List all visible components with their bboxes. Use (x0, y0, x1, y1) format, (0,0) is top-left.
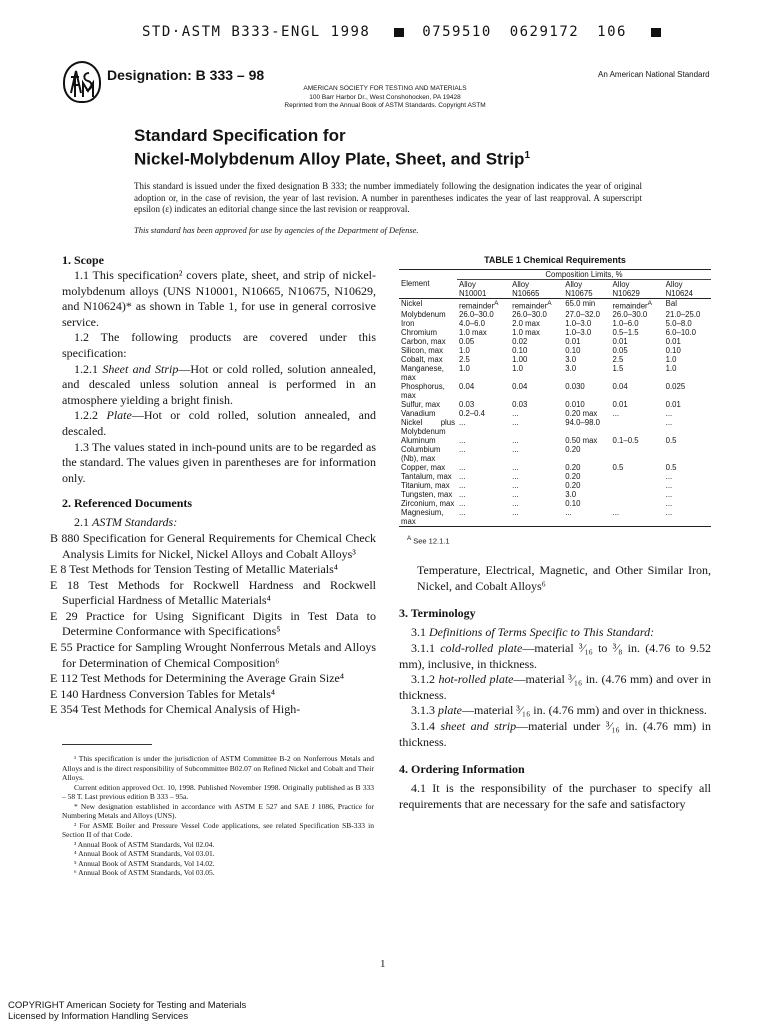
value-cell: remainder$^A$ (512, 299, 552, 311)
value-cell: ... (512, 490, 519, 500)
value-cell: 1.00 (512, 355, 528, 365)
title-footnote-mark: 1 (524, 150, 531, 161)
value-cell: 0.01 (612, 400, 628, 410)
value-cell: ... (665, 490, 673, 500)
uns-header-cell: N10629 (612, 288, 640, 298)
value-cell: 0.10 (565, 499, 581, 509)
reference-item: E 29 Practice for Using Significant Digits in Test Data to Determine Conformance with Specifications⁵ (50, 608, 376, 639)
para-label: 3.1 (411, 625, 429, 640)
value-cell: 0.5 (665, 436, 677, 446)
para-term: Plate (106, 408, 132, 423)
para-text: —material ³⁄₁₆ in. (4.76 mm) and over in thickness. (399, 672, 711, 702)
para-label: 3.1.2 (411, 672, 439, 687)
value-cell: ... (459, 481, 466, 491)
reference-item: E 140 Hardness Conversion Tables for Metals⁴ (50, 686, 276, 701)
value-cell: 65.0 min (565, 298, 596, 308)
table-row (399, 418, 711, 436)
paragraph-3-1-1 (399, 641, 711, 672)
value-cell: 94.0–98.0 (565, 418, 600, 428)
value-cell: 26.0–30.0 (612, 310, 648, 320)
value-cell: ... (512, 409, 519, 419)
chemical-requirements-table (399, 269, 711, 528)
table-row (399, 337, 711, 346)
element-cell: Tantalum, max (401, 472, 452, 482)
value-cell: 1.5 (612, 364, 624, 374)
value-cell: 0.50 max (565, 436, 598, 446)
element-cell: Copper, max (401, 463, 446, 473)
value-cell: 0.05 (459, 337, 475, 347)
value-cell (611, 472, 664, 481)
value-cell: 1.0 (459, 346, 470, 356)
value-cell: ... (612, 508, 620, 518)
value-cell: ... (459, 508, 466, 518)
element-cell: Chromium (401, 328, 437, 338)
alloy-header-cell: Alloy (565, 279, 583, 289)
value-cell: ... (665, 409, 673, 419)
paragraph-3-1-3 (399, 703, 711, 719)
barcode-block (651, 28, 661, 37)
para-label: 2.1 (74, 515, 92, 530)
group-header: Composition Limits, % (545, 269, 623, 279)
footnote: ⁶ Annual Book of ASTM Standards, Vol 03.05. (74, 868, 215, 877)
paragraph-1-1: 1.1 This specification² covers plate, sheet, and strip of nickel-molybdenum alloys (UNS N10001, N10665, N10675, N10629, and N10624)* as shown in Table 1, for use in general corrosive service. (62, 268, 376, 329)
element-cell: Columbium (Nb), max (401, 445, 441, 464)
para-text: —Hot or cold rolled, solution annealed, and descaled. (62, 408, 376, 438)
reference-item: E 112 Test Methods for Determining the Average Grain Size⁴ (50, 671, 345, 686)
element-cell: Iron (401, 319, 415, 329)
value-cell: 3.0 (565, 364, 577, 374)
value-cell: 1.0 (512, 364, 523, 374)
reference-item: E 55 Practice for Sampling Wrought Nonferrous Metals and Alloys for Determination of Chemical Composition⁶ (50, 640, 376, 670)
footnote-mark: A (407, 535, 412, 543)
page-number: 1 (380, 958, 386, 970)
element-cell: Nickel (401, 298, 423, 308)
element-cell: Carbon, max (401, 337, 446, 347)
astm-logo (63, 61, 101, 103)
element-cell: Sulfur, max (401, 400, 440, 410)
footnote: ² For ASME Boiler and Pressure Vessel Code applications, see related Specification SB-333 in Section II of that Code. (62, 820, 374, 839)
table-note-text: See 12.1.1 (411, 536, 450, 546)
footnote: Current edition approved Oct. 10, 1998. Published November 1998. Originally published as B 333 – 58 T. Last previous edition B 333 – 95a. (62, 782, 374, 801)
value-cell: 1.0 max (512, 328, 540, 338)
society-address (250, 85, 520, 111)
alloy-header-cell: Alloy (459, 279, 476, 289)
paragraph-1-2-2 (62, 408, 376, 439)
table-row (399, 499, 711, 508)
value-cell: 21.0–25.0 (665, 310, 701, 320)
table-row (399, 364, 711, 382)
footnote-mark: A (647, 299, 652, 307)
table-row (399, 355, 711, 364)
value-cell: 0.01 (665, 337, 681, 347)
value-cell: 1.0–3.0 (565, 328, 592, 338)
para-text: —material under ³⁄₁₆ in. (4.76 mm) in thickness. (399, 719, 711, 749)
para-label: 3.1.3 (411, 703, 438, 718)
element-header: Element (401, 279, 430, 289)
value-cell: 0.10 (565, 346, 581, 356)
value-cell: ... (459, 436, 466, 446)
dod-approval-note: This standard has been approved for use by agencies of the Department of Defense. (134, 225, 419, 235)
section-heading-references: 2. Referenced Documents (62, 496, 193, 511)
table-row (399, 319, 711, 328)
title-line-1: Standard Specification for (134, 126, 346, 145)
footnote: ⁴ Annual Book of ASTM Standards, Vol 03.01. (74, 849, 215, 858)
value-cell: ... (459, 445, 466, 455)
value-cell: 2.0 max (512, 319, 540, 329)
value-cell: 0.04 (612, 382, 628, 392)
table-row (399, 445, 711, 463)
paragraph-3-1-4 (399, 719, 711, 750)
value-cell: 0.10 (512, 346, 528, 356)
barcode-block (394, 28, 404, 37)
paragraph-3-1 (399, 625, 711, 641)
reference-item: E 8 Test Methods for Tension Testing of Metallic Materials⁴ (50, 562, 338, 577)
element-cell: Manganese, max (401, 364, 444, 383)
copyright-line: COPYRIGHT American Society for Testing and Materials (8, 1000, 247, 1011)
value-cell: 0.5–1.5 (612, 328, 639, 338)
value-cell: ... (665, 418, 673, 428)
footnotes (62, 754, 374, 878)
table-row (399, 508, 711, 527)
value-cell: ... (459, 490, 466, 500)
copyright-notice (8, 1000, 246, 1022)
value-cell: 0.03 (512, 400, 528, 410)
reference-continuation: Temperature, Electrical, Magnetic, and Other Similar Iron, Nickel, and Cobalt Alloys⁶ (417, 563, 711, 593)
national-standard-label: An American National Standard (598, 70, 710, 79)
footnote: * New designation established in accordance with ASTM E 527 and SAE J 1086, Practice for Numbering Metals and Alloys (UNS). (62, 801, 374, 820)
value-cell: 0.1–0.5 (612, 436, 639, 446)
copyright-line: Licensed by Information Handling Services (8, 1011, 189, 1022)
value-cell: ... (512, 472, 519, 482)
section-heading-scope: 1. Scope (62, 253, 104, 267)
uns-header-cell: N10001 (459, 288, 487, 298)
astm-logo-icon (65, 63, 99, 101)
table-row (399, 310, 711, 319)
alloy-header-cell: Alloy (665, 279, 683, 289)
value-cell (611, 490, 664, 499)
footnote: ¹ This specification is under the jurisdiction of ASTM Committee B-2 on Nonferrous Metals and Alloys and is the direct responsibility of Subcommittee B02.07 on Refined Nickel and Cobalt and Their Alloys. (62, 754, 374, 782)
value-cell: remainder$^A$ (459, 299, 499, 311)
para-term: Definitions of Terms Specific to This Standard: (429, 625, 655, 640)
value-cell: 0.01 (612, 337, 628, 347)
value-cell: 0.5 (665, 463, 677, 473)
intro-paragraph: This standard is issued under the fixed designation B 333; the number immediately following the designation indicates the year of original adoption or, in the case of revision, the year of last revision. A number in parentheses indicates the year of last reapproval. A superscript epsilon (ε) indicates an editorial change since the last revision or reapproval. (134, 181, 642, 214)
para-text: —Hot or cold rolled, solution annealed, and descaled unless solution anneal is performed in an atmosphere yielding a bright finish. (62, 361, 376, 407)
table-row (399, 346, 711, 355)
para-label: 1.2.1 (74, 361, 103, 376)
value-cell: ... (512, 445, 519, 455)
paragraph-3-1-2 (399, 672, 711, 703)
value-cell: ... (512, 481, 519, 491)
paragraph-1-2: 1.2 The following products are covered under this specification: (62, 330, 376, 360)
value-cell: 0.03 (459, 400, 475, 410)
barcode-number: 0759510 (422, 24, 492, 40)
value-cell: 0.010 (565, 400, 585, 410)
uns-header-cell: N10675 (565, 288, 593, 298)
value-cell: 1.0–6.0 (612, 319, 639, 329)
value-cell: ... (459, 472, 466, 482)
para-label: 1.2.2 (74, 408, 107, 423)
society-line: Reprinted from the Annual Book of ASTM Standards. Copyright ASTM (284, 102, 486, 109)
value-cell: 1.0 (665, 355, 677, 365)
value-cell: 0.20 (565, 445, 581, 455)
value-cell: 0.20 (565, 463, 581, 473)
value-cell (611, 499, 664, 508)
element-cell: Aluminum (401, 436, 436, 446)
value-cell: ... (512, 436, 519, 446)
para-term: cold-rolled plate (440, 641, 523, 656)
para-label: 3.1.1 (411, 641, 441, 656)
value-cell: 26.0–30.0 (512, 310, 547, 320)
value-cell: 27.0–32.0 (565, 310, 600, 320)
para-term: plate (438, 703, 462, 718)
footnote-mark: A (547, 299, 552, 307)
value-cell: Bal (665, 298, 677, 308)
table-row (399, 382, 711, 400)
value-cell: 5.0–8.0 (665, 319, 692, 329)
table-row (399, 409, 711, 418)
value-cell: 0.030 (565, 382, 585, 392)
element-cell: Molybdenum (401, 310, 446, 320)
footnote-mark: A (494, 299, 499, 307)
value-cell: 1.0 max (459, 328, 487, 338)
para-term: hot-rolled plate (438, 672, 514, 687)
element-cell: Silicon, max (401, 346, 444, 356)
barcode-number: 106 (597, 24, 627, 40)
value-cell: 0.05 (612, 346, 628, 356)
value-cell (611, 481, 664, 490)
value-cell: ... (612, 409, 620, 419)
value-cell: 3.0 (565, 355, 577, 365)
para-term: Sheet and Strip (102, 361, 179, 376)
value-cell: ... (665, 499, 673, 509)
table-row (399, 481, 711, 490)
value-cell: 0.01 (665, 400, 681, 410)
table-row (399, 472, 711, 481)
element-cell: Tungsten, max (401, 490, 453, 500)
value-cell: 0.20 max (565, 409, 598, 419)
value-cell: 0.2–0.4 (459, 409, 486, 419)
value-cell: 0.5 (612, 463, 624, 473)
paragraph-1-2-1 (62, 362, 376, 409)
element-cell: Nickel plus Molybdenum (401, 418, 455, 437)
value-cell: ... (512, 463, 519, 473)
table-row (399, 328, 711, 337)
table-row (399, 490, 711, 499)
value-cell: 0.025 (665, 382, 686, 392)
value-cell: ... (665, 481, 673, 491)
value-cell: ... (665, 508, 673, 518)
value-cell: 2.5 (459, 355, 470, 365)
right-column (399, 253, 711, 812)
footnote-divider (62, 744, 152, 745)
value-cell: 3.0 (565, 490, 577, 500)
value-cell: ... (565, 508, 572, 518)
value-cell: ... (459, 418, 466, 428)
alloy-header-cell: Alloy (512, 279, 530, 289)
value-cell: 6.0–10.0 (665, 328, 697, 338)
value-cell: 4.0–6.0 (459, 319, 486, 329)
value-cell: remainder$^A$ (612, 299, 652, 311)
table-row (399, 298, 711, 310)
element-cell: Cobalt, max (401, 355, 443, 365)
value-cell: 1.0 (665, 364, 677, 374)
document-title (134, 126, 530, 170)
para-term: sheet and strip (440, 719, 517, 734)
value-cell: ... (512, 418, 519, 428)
value-cell: ... (512, 499, 519, 509)
footnote: ⁵ Annual Book of ASTM Standards, Vol 14.02. (74, 858, 215, 868)
value-cell (611, 445, 664, 463)
footnote: ³ Annual Book of ASTM Standards, Vol 02.04. (74, 839, 215, 849)
para-term: ASTM Standards: (92, 515, 178, 530)
value-cell: 2.5 (612, 355, 624, 365)
element-cell: Magnesium, max (401, 508, 444, 527)
table-title: TABLE 1 Chemical Requirements (484, 255, 626, 265)
element-cell: Zirconium, max (401, 499, 455, 509)
designation: Designation: B 333 – 98 (107, 67, 265, 83)
table-row (399, 400, 711, 409)
value-cell: 26.0–30.0 (459, 310, 494, 320)
section-heading-ordering: 4. Ordering Information (399, 762, 525, 777)
document-code-line (142, 24, 669, 40)
para-text: —material ³⁄₁₆ in. (4.76 mm) and over in thickness. (462, 703, 707, 718)
left-column (50, 253, 376, 718)
para-label: 3.1.4 (411, 719, 441, 734)
value-cell: ... (665, 472, 673, 482)
value-cell: 0.10 (665, 346, 681, 356)
title-line-2 (134, 146, 530, 170)
uns-header-cell: N10624 (665, 288, 693, 298)
value-cell: 0.04 (459, 382, 475, 392)
paragraph-4-1: 4.1 It is the responsibility of the purchaser to specify all requirements that are necessary for the safe and satisfactory (399, 781, 711, 811)
reference-item: E 354 Test Methods for Chemical Analysis of High- (50, 702, 301, 717)
barcode-number: 0629172 (509, 24, 580, 40)
element-cell: Phosphorus, max (401, 382, 445, 401)
society-line: AMERICAN SOCIETY FOR TESTING AND MATERIALS (303, 85, 467, 92)
value-cell: 1.0 (459, 364, 470, 374)
value-cell (611, 418, 664, 436)
paragraph-1-3: 1.3 The values stated in inch-pound units are to be regarded as the standard. The values given in parentheses are for information only. (62, 439, 376, 485)
reference-item: E 18 Test Methods for Rockwell Hardness and Rockwell Superficial Hardness of Metallic Materials⁴ (50, 577, 376, 608)
value-cell: ... (512, 508, 519, 518)
value-cell (664, 445, 711, 463)
table-row (399, 463, 711, 472)
std-code: STD·ASTM B333-ENGL 1998 (142, 24, 371, 40)
element-cell: Titanium, max (401, 481, 450, 491)
reference-item: B 880 Specification for General Requirements for Chemical Check Analysis Limits for Nickel, Nickel Alloys and Cobalt Alloys³ (50, 530, 376, 561)
value-cell: ... (459, 463, 466, 473)
para-text: —material ³⁄₁₆ to ³⁄₈ in. (4.76 to 9.52 mm), inclusive, in thickness. (399, 641, 712, 671)
section-heading-terminology: 3. Terminology (399, 606, 476, 621)
value-cell: ... (459, 499, 466, 509)
society-line: 100 Barr Harbor Dr., West Conshohocken, PA 19428 (309, 93, 461, 101)
value-cell: 1.0–3.0 (565, 319, 592, 329)
title-text: Nickel-Molybdenum Alloy Plate, Sheet, and Strip (134, 149, 525, 169)
value-cell: 0.20 (565, 472, 581, 482)
table-footnote (399, 531, 711, 549)
value-cell: 0.20 (565, 481, 581, 491)
paragraph-2-1 (62, 515, 376, 531)
element-cell: Vanadium (401, 409, 436, 419)
value-cell: 0.04 (512, 382, 528, 392)
uns-header-cell: N10665 (512, 288, 540, 298)
table-row (399, 436, 711, 445)
value-cell: 0.01 (565, 337, 581, 347)
alloy-header-cell: Alloy (612, 279, 630, 289)
reference-list (50, 530, 376, 718)
table-body (399, 298, 711, 527)
value-cell: 0.02 (512, 337, 528, 347)
